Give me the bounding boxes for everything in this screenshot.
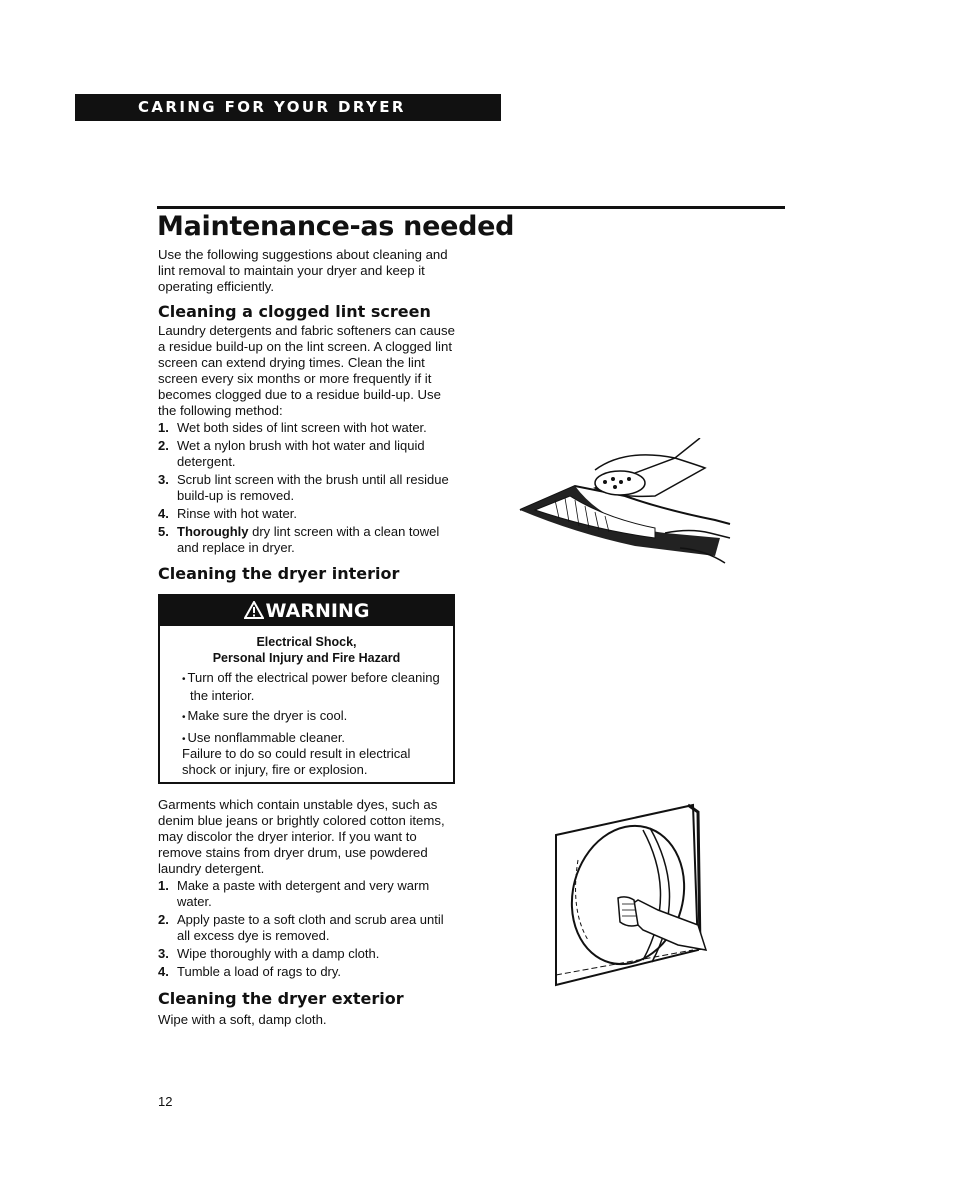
exterior-heading: Cleaning the dryer exterior xyxy=(158,989,404,1008)
interior-heading: Cleaning the dryer interior xyxy=(158,564,400,583)
section-header-label: CARING FOR YOUR DRYER xyxy=(138,98,406,116)
list-item: 4. Tumble a load of rags to dry. xyxy=(158,964,342,979)
lint-screen-heading: Cleaning a clogged lint screen xyxy=(158,302,431,321)
list-item: • Turn off the electrical power before cleaning the interior. xyxy=(182,670,447,704)
lint-screen-steps xyxy=(158,420,458,558)
interior-body: Garments which contain unstable dyes, such as denim blue jeans or brightly colored cotton items, may discolor the dryer interior. If you want to remove stains from dryer drum, use powdered laundry detergent. xyxy=(158,797,445,876)
list-item: 2. Apply paste to a soft cloth and scrub area until all excess dye is removed. xyxy=(158,912,444,943)
list-item: 2. Wet a nylon brush with hot water and liquid detergent. xyxy=(158,438,425,469)
list-item: 5. Thoroughly dry lint screen with a clean towel and replace in dryer. xyxy=(158,524,440,555)
list-item: 4. Rinse with hot water. xyxy=(158,506,297,521)
warning-header xyxy=(160,596,453,626)
warning-list xyxy=(182,670,447,752)
warning-hazard-title: Electrical Shock, Personal Injury and Fire Hazard xyxy=(212,635,401,665)
intro-paragraph: Use the following suggestions about cleaning and lint removal to maintain your dryer and keep it operating efficiently. xyxy=(158,247,448,294)
warning-title: WARNING xyxy=(265,600,370,622)
warning-footer: Failure to do so could result in electrical shock or injury, fire or explosion. xyxy=(182,746,411,777)
warning-box xyxy=(158,594,455,784)
lint-screen-body: Laundry detergents and fabric softeners can cause a residue build-up on the lint screen. A clogged lint screen can extend drying times. Clean the lint screen every six months or more frequently if it becomes clogged due to a residue build-up. Use the following method: xyxy=(158,323,455,418)
list-item: 1. Wet both sides of lint screen with hot water. xyxy=(158,420,427,435)
exterior-body: Wipe with a soft, damp cloth. xyxy=(158,1012,327,1027)
list-item: 3. Wipe thoroughly with a damp cloth. xyxy=(158,946,380,961)
title-rule xyxy=(157,206,785,209)
warning-triangle-icon xyxy=(244,601,264,619)
list-item: 3. Scrub lint screen with the brush until all residue build-up is removed. xyxy=(158,472,449,503)
page-number: 12 xyxy=(158,1094,173,1109)
list-item: 1. Make a paste with detergent and very warm water. xyxy=(158,878,430,909)
list-item: • Use nonflammable cleaner. xyxy=(182,730,447,748)
interior-steps xyxy=(158,878,458,982)
lint-screen-brushing-illustration xyxy=(515,438,740,568)
page-title: Maintenance-as needed xyxy=(157,211,515,242)
section-header-bar xyxy=(75,94,501,121)
dryer-drum-wiping-illustration xyxy=(548,800,708,990)
list-item: • Make sure the dryer is cool. xyxy=(182,708,447,726)
